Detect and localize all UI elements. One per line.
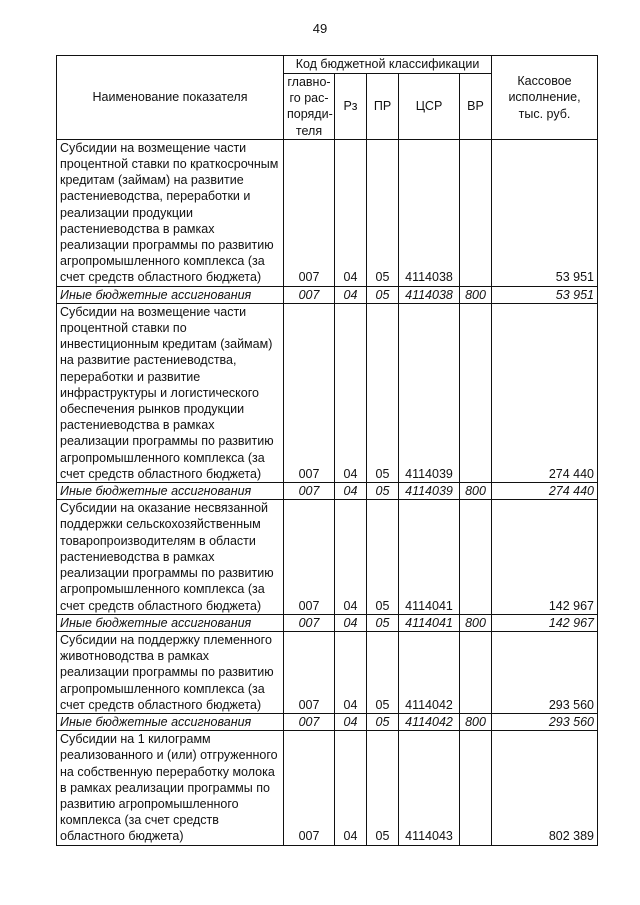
header-classification-code: Код бюджетной классификации: [284, 56, 492, 74]
row-pr: 05: [367, 303, 399, 482]
row-vr: [460, 631, 492, 713]
header-rz: Рз: [335, 74, 367, 140]
row-cash-amount: 293 560: [492, 631, 598, 713]
row-csr: 4114041: [399, 500, 460, 614]
row-csr: 4114042: [399, 713, 460, 730]
budget-table: [56, 55, 598, 846]
page-number: 49: [312, 21, 328, 36]
row-pr: 05: [367, 614, 399, 631]
row-pr: 05: [367, 500, 399, 614]
row-csr: 4114038: [399, 286, 460, 303]
row-vr: 800: [460, 483, 492, 500]
row-cash-amount: 274 440: [492, 483, 598, 500]
header-name: Наименование показателя: [57, 56, 284, 140]
row-main-manager: 007: [284, 483, 335, 500]
header-vr: ВР: [460, 74, 492, 140]
row-pr: 05: [367, 713, 399, 730]
row-name: Субсидии на возмещение части процентной ставки по инвестиционным кредитам (займам) на развитие растениеводства, переработки и развитие инфраструктуры и логистического обеспечения рынков продукции растениеводства в рамках реализации программы по развитию агропромышленного комплекса (за счет средств областного бюджета): [57, 303, 284, 482]
row-rz: 04: [335, 286, 367, 303]
table-row: [57, 731, 598, 845]
header-csr: ЦСР: [399, 74, 460, 140]
row-vr: 800: [460, 713, 492, 730]
row-main-manager: 007: [284, 286, 335, 303]
row-name: Субсидии на 1 килограмм реализованного и (или) отгруженного на собственную переработку молока в рамках реализации программы по развитию агропромышленного комплекса (за счет средств областного бюджета): [57, 731, 284, 845]
row-cash-amount: 53 951: [492, 139, 598, 286]
row-name: Иные бюджетные ассигнования: [57, 614, 284, 631]
row-pr: 05: [367, 286, 399, 303]
row-pr: 05: [367, 483, 399, 500]
header-cash-execution: Кассовое исполнение, тыс. руб.: [492, 56, 598, 140]
row-vr: [460, 731, 492, 845]
table-row: [57, 483, 598, 500]
row-rz: 04: [335, 713, 367, 730]
table-row: [57, 713, 598, 730]
row-name: Иные бюджетные ассигнования: [57, 713, 284, 730]
row-main-manager: 007: [284, 500, 335, 614]
row-csr: 4114041: [399, 614, 460, 631]
row-csr: 4114039: [399, 303, 460, 482]
row-vr: 800: [460, 286, 492, 303]
row-cash-amount: 53 951: [492, 286, 598, 303]
row-pr: 05: [367, 139, 399, 286]
row-vr: 800: [460, 614, 492, 631]
row-cash-amount: 293 560: [492, 713, 598, 730]
header-main-manager: главно- го рас- поряди- теля: [284, 74, 335, 140]
row-vr: [460, 500, 492, 614]
row-csr: 4114042: [399, 631, 460, 713]
row-name: Субсидии на возмещение части процентной ставки по краткосрочным кредитам (займам) на развитие растениеводства, переработки и реализации продукции растениеводства в рамках реализации программы по развитию агропромышленного комплекса (за счет средств областного бюджета): [57, 139, 284, 286]
row-rz: 04: [335, 139, 367, 286]
row-rz: 04: [335, 631, 367, 713]
row-main-manager: 007: [284, 731, 335, 845]
row-main-manager: 007: [284, 303, 335, 482]
row-main-manager: 007: [284, 139, 335, 286]
table-row: [57, 614, 598, 631]
row-vr: [460, 139, 492, 286]
row-main-manager: 007: [284, 631, 335, 713]
header-pr: ПР: [367, 74, 399, 140]
table-row: [57, 139, 598, 286]
row-cash-amount: 274 440: [492, 303, 598, 482]
row-name: Субсидии на оказание несвязанной поддержки сельскохозяйственным товаропроизводителям в области растениеводства в рамках реализации программы по развитию агропромышленного комплекса (за счет средств областного бюджета): [57, 500, 284, 614]
row-name: Иные бюджетные ассигнования: [57, 483, 284, 500]
row-cash-amount: 802 389: [492, 731, 598, 845]
row-pr: 05: [367, 731, 399, 845]
table-row: [57, 286, 598, 303]
row-vr: [460, 303, 492, 482]
table-row: [57, 500, 598, 614]
table-row: [57, 631, 598, 713]
row-rz: 04: [335, 483, 367, 500]
row-rz: 04: [335, 303, 367, 482]
row-rz: 04: [335, 731, 367, 845]
row-pr: 05: [367, 631, 399, 713]
row-csr: 4114038: [399, 139, 460, 286]
row-rz: 04: [335, 614, 367, 631]
row-csr: 4114039: [399, 483, 460, 500]
row-rz: 04: [335, 500, 367, 614]
row-main-manager: 007: [284, 614, 335, 631]
row-name: Иные бюджетные ассигнования: [57, 286, 284, 303]
row-csr: 4114043: [399, 731, 460, 845]
row-name: Субсидии на поддержку племенного животноводства в рамках реализации программы по развитию агропромышленного комплекса (за счет средств областного бюджета): [57, 631, 284, 713]
table-row: [57, 303, 598, 482]
row-cash-amount: 142 967: [492, 614, 598, 631]
row-cash-amount: 142 967: [492, 500, 598, 614]
row-main-manager: 007: [284, 713, 335, 730]
